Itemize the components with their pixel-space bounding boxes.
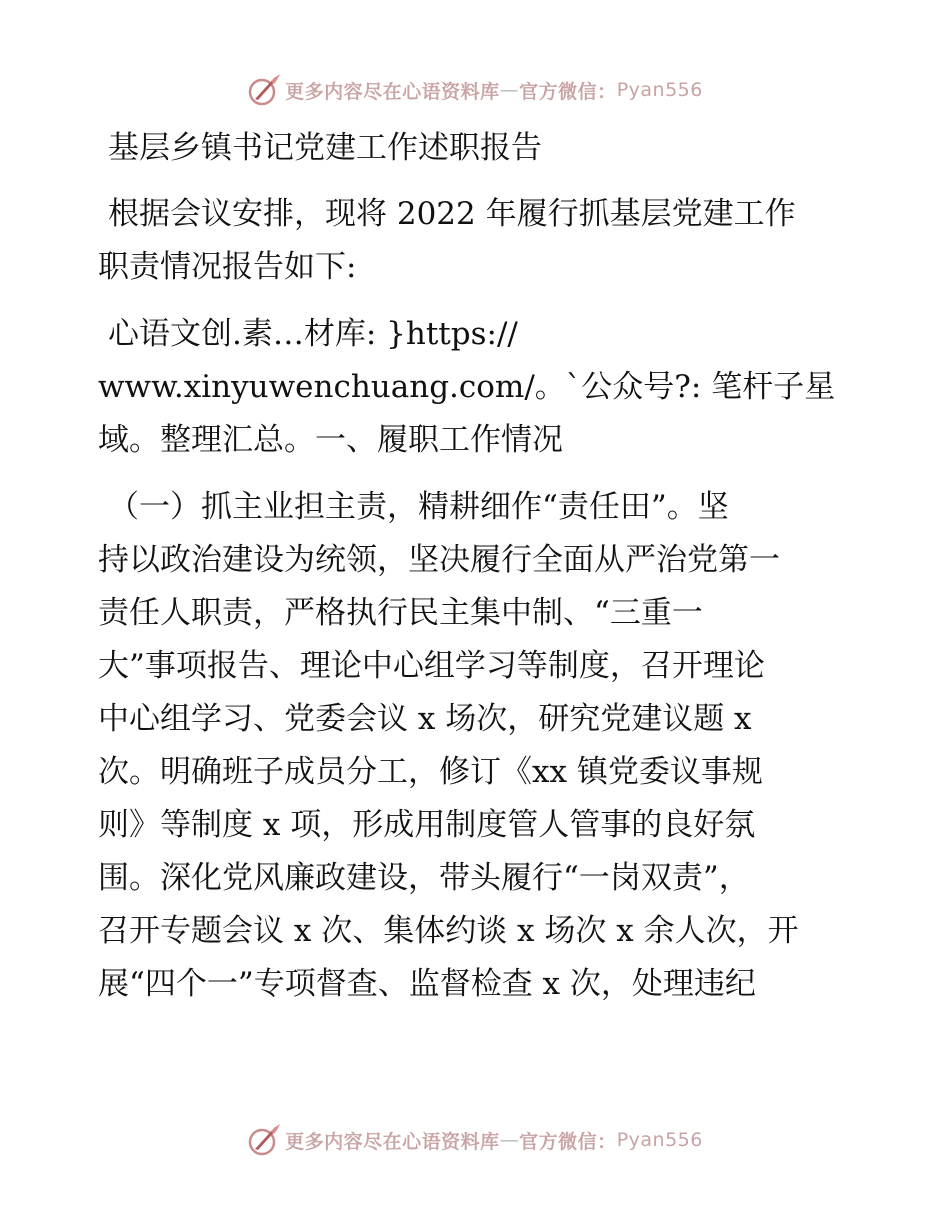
text-line: 中心组学习、党委会议 x 场次，研究党建议题 x: [98, 701, 752, 737]
paragraph-section-one: [98, 481, 858, 534]
watermark-label: 官方微信：: [519, 80, 617, 103]
text-line: 围。深化党风廉政建设，带头履行“一岗双责”，: [98, 860, 750, 896]
text-line: 责任人职责，严格执行民主集中制、“三重一: [98, 595, 703, 631]
watermark-id: Pyan556: [616, 79, 703, 101]
watermark-dash: —: [499, 1129, 520, 1151]
text-line: 持以政治建设为统领，坚决履行全面从严治党第一: [98, 542, 780, 578]
text-line: www.xinyuwenchuang.com/。`公众号?: 笔杆子星: [98, 369, 836, 405]
text-line: 召开专题会议 x 次、集体约谈 x 场次 x 余人次，开: [98, 913, 799, 949]
quill-logo-icon: [247, 73, 281, 107]
footer-watermark: [0, 1120, 950, 1160]
text-line: （一）抓主业担主责，精耕细作“责任田”。坚: [108, 489, 729, 525]
text-line: 则》等制度 x 项，形成用制度管人管事的良好氛: [98, 807, 756, 843]
text-line: 次。明确班子成员分工，修订《xx 镇党委议事规: [98, 754, 763, 790]
paragraph-intro-cont: [98, 241, 858, 294]
text-line: 心语文创.素…材库: }https://: [108, 316, 518, 352]
paragraph-source-cont: [98, 361, 858, 467]
header-watermark: [0, 70, 950, 110]
paragraph-intro: [98, 188, 858, 241]
watermark-dash: —: [499, 79, 520, 101]
watermark-label: 官方微信：: [519, 1130, 617, 1153]
quill-logo-icon: [247, 1123, 281, 1157]
watermark-text: 更多内容尽在心语资料库: [285, 1130, 500, 1153]
text-line: 域。整理汇总。一、履职工作情况: [98, 422, 563, 458]
document-body: [98, 122, 858, 1011]
text-line: 大”事项报告、理论中心组学习等制度，召开理论: [98, 648, 765, 684]
text-line: 职责情况报告如下:: [98, 249, 357, 285]
document-title: 基层乡镇书记党建工作述职报告: [108, 130, 542, 166]
watermark-text: 更多内容尽在心语资料库: [285, 80, 500, 103]
watermark-id: Pyan556: [616, 1129, 703, 1151]
paragraph-source: [98, 308, 858, 361]
text-line: 根据会议安排，现将 2022 年履行抓基层党建工作: [108, 196, 796, 232]
text-line: 展“四个一”专项督查、监督检查 x 次，处理违纪: [98, 966, 756, 1002]
paragraph-section-one-cont: [98, 534, 858, 1011]
